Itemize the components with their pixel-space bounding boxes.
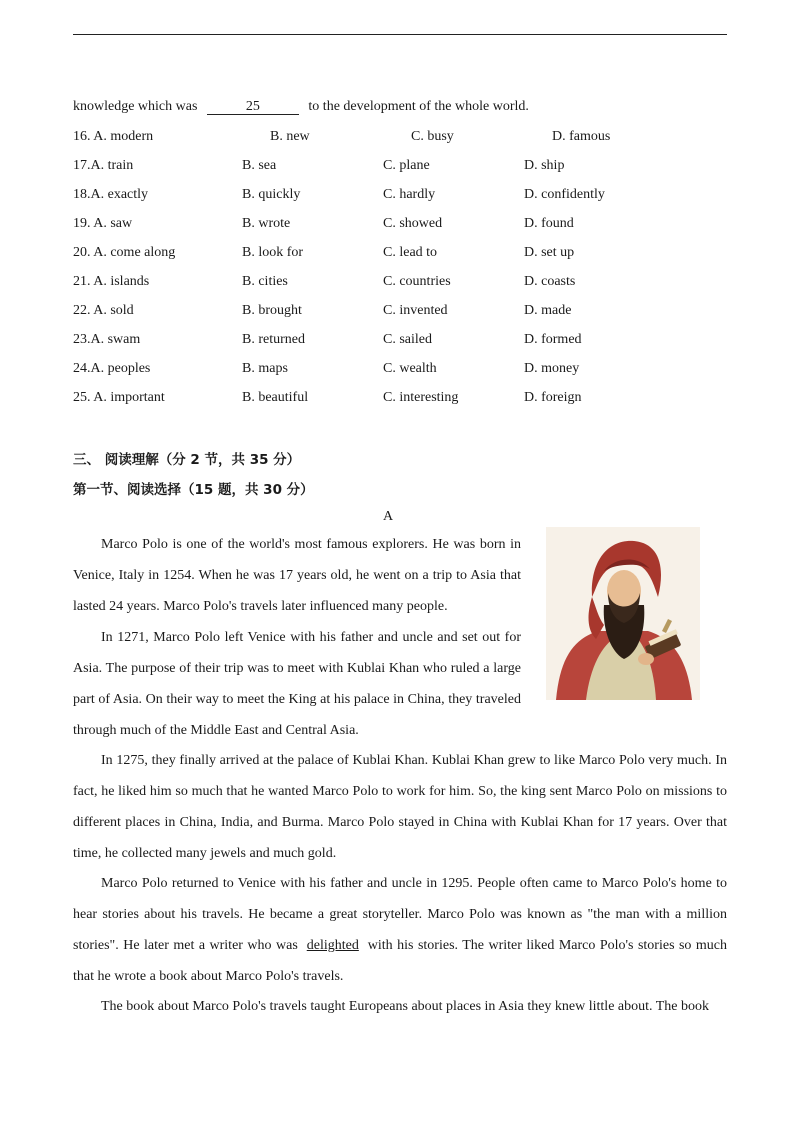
subsection-heading: 第一节、阅读选择（15 题，共 30 分） xyxy=(73,482,314,498)
option-row-20 xyxy=(73,245,733,263)
option-b: B. quickly xyxy=(242,187,301,202)
option-a: 19. A. saw xyxy=(73,216,133,231)
option-row-18 xyxy=(73,187,733,205)
option-a: 23.A. swam xyxy=(73,332,141,347)
option-c: C. lead to xyxy=(383,245,438,260)
blank-25: 25 xyxy=(207,100,299,115)
option-row-24 xyxy=(73,361,733,379)
option-a: 24.A. peoples xyxy=(73,361,151,376)
option-c: C. busy xyxy=(411,129,454,144)
cloze-after: to the development of the whole world. xyxy=(308,99,529,114)
option-c: C. sailed xyxy=(383,332,432,347)
option-b: B. sea xyxy=(242,158,277,173)
option-d: D. set up xyxy=(524,245,575,260)
option-row-23 xyxy=(73,332,733,350)
option-d: D. formed xyxy=(524,332,582,347)
option-b: B. beautiful xyxy=(242,390,309,405)
option-a: 16. A. modern xyxy=(73,129,154,144)
option-b: B. look for xyxy=(242,245,304,260)
section-heading: 三、 阅读理解（分 2 节，共 35 分） xyxy=(73,452,301,468)
option-d: D. money xyxy=(524,361,580,376)
option-b: B. brought xyxy=(242,303,302,318)
option-c: C. plane xyxy=(383,158,430,173)
option-row-16 xyxy=(73,129,733,147)
option-row-25 xyxy=(73,390,733,408)
option-d: D. famous xyxy=(552,129,611,144)
option-b: B. new xyxy=(270,129,310,144)
option-b: B. wrote xyxy=(242,216,291,231)
option-c: C. wealth xyxy=(383,361,437,376)
option-c: C. interesting xyxy=(383,390,459,405)
option-row-19 xyxy=(73,216,733,234)
option-b: B. maps xyxy=(242,361,288,376)
top-rule xyxy=(73,34,727,35)
option-b: B. returned xyxy=(242,332,305,347)
option-a: 21. A. islands xyxy=(73,274,150,289)
cloze-before: knowledge which was xyxy=(73,99,198,114)
option-row-22 xyxy=(73,303,733,321)
option-a: 18.A. exactly xyxy=(73,187,149,202)
option-d: D. coasts xyxy=(524,274,576,289)
paragraph-1: Marco Polo is one of the world's most famous explorers. He was born in Venice, Italy in 1254. When he was 17 years old, he went on a trip to Asia that lasted 24 years. Marco Polo's travels later influenced many people. xyxy=(73,537,521,614)
paragraph-3: In 1275, they finally arrived at the palace of Kublai Khan. Kublai Khan grew to like Marco Polo very much. In fact, he liked him so much that he wanted Marco Polo to work for him. So, the king sent Marco Polo on missions to different places in China, India, and Burma. Marco Polo stayed in China with Kublai Khan for 17 years. Over that time, he collected many jewels and much gold. xyxy=(73,753,727,861)
option-d: D. found xyxy=(524,216,574,231)
option-c: C. showed xyxy=(383,216,443,231)
option-a: 22. A. sold xyxy=(73,303,134,318)
option-d: D. ship xyxy=(524,158,565,173)
option-c: C. countries xyxy=(383,274,451,289)
underlined-word: delighted xyxy=(306,938,359,953)
option-d: D. confidently xyxy=(524,187,605,202)
cloze-tail-line xyxy=(73,99,529,115)
option-b: B. cities xyxy=(242,274,288,289)
option-a: 25. A. important xyxy=(73,390,165,405)
paragraph-2: In 1271, Marco Polo left Venice with his father and uncle and set out for Asia. The purpose of their trip was to meet with Kublai Khan who ruled a large part of Asia. On their way to meet the King at his palace in China, they traveled through much of the Middle East and Central Asia. xyxy=(73,630,521,738)
paragraph-4-end: with his stories. The writer liked Marco Polo's stories so much that he wrote a book about Marco Polo's travels. xyxy=(73,938,728,984)
marco-polo-portrait xyxy=(546,527,700,700)
option-a: 17.A. train xyxy=(73,158,134,173)
paragraph-5: The book about Marco Polo's travels taught Europeans about places in Asia they knew little about. The book xyxy=(101,999,710,1014)
option-a: 20. A. come along xyxy=(73,245,176,260)
paragraph-4-start: Marco Polo returned to Venice with his father and uncle in 1295. People often came to Marco Polo's home to hear stories about his travels. He became a great storyteller. Marco Polo was known as "the man with a million stories". He later met a writer who was xyxy=(73,876,727,953)
option-d: D. made xyxy=(524,303,572,318)
option-d: D. foreign xyxy=(524,390,582,405)
passage-title: A xyxy=(382,509,394,524)
paragraph-4 xyxy=(73,868,727,992)
option-row-17 xyxy=(73,158,733,176)
option-c: C. hardly xyxy=(383,187,436,202)
option-row-21 xyxy=(73,274,733,292)
option-c: C. invented xyxy=(383,303,448,318)
